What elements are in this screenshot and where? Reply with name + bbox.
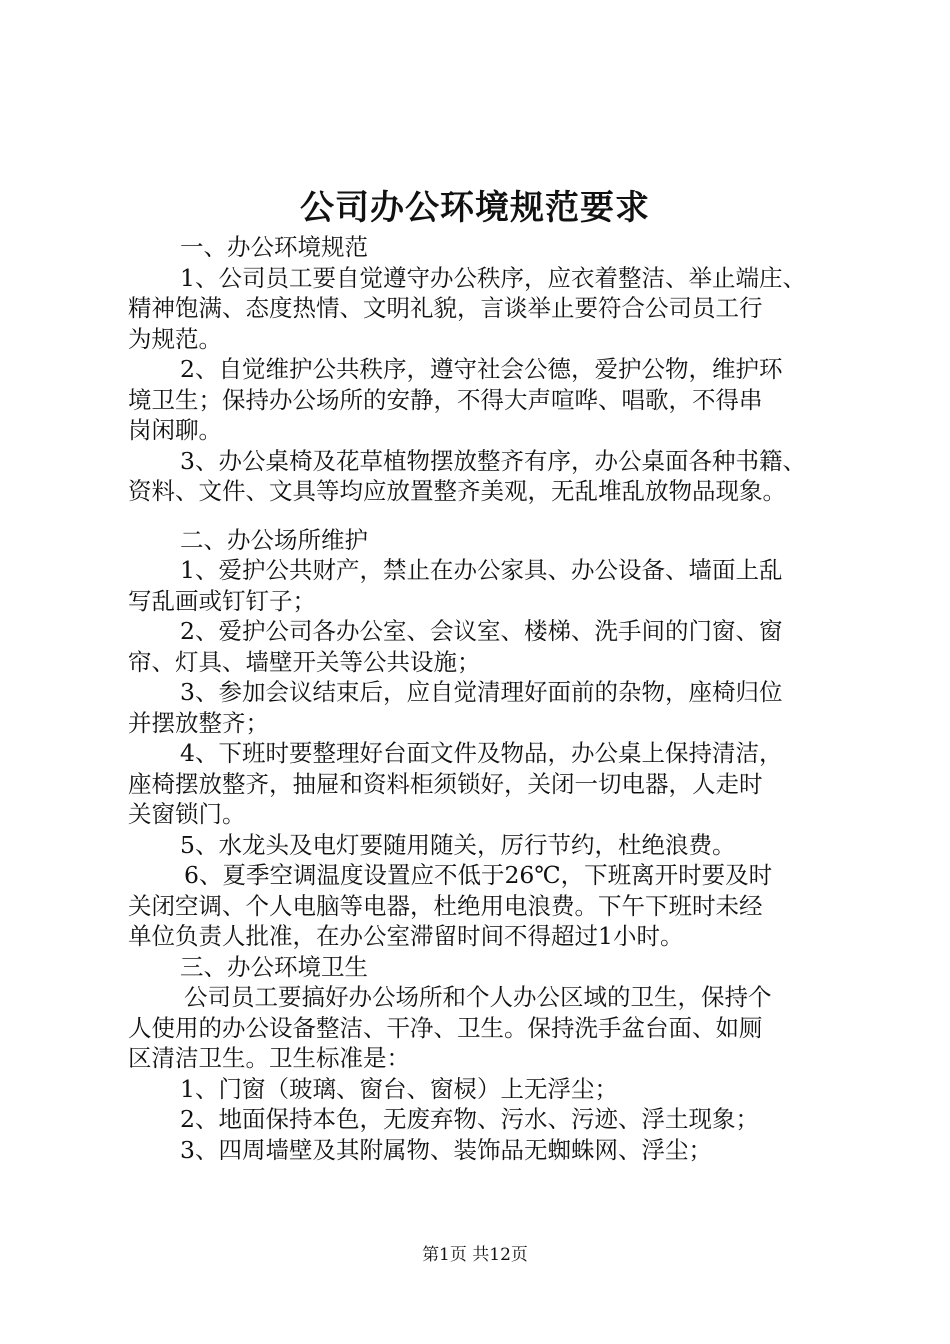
paragraph-line: 6、夏季空调温度设置应不低于26℃，下班离开时要及时: [184, 861, 773, 889]
paragraph-line: 资料、文件、文具等均应放置整齐美观，无乱堆乱放物品现象。: [128, 477, 786, 505]
document-body: [128, 232, 843, 1165]
paragraph-line: 帘、灯具、墙壁开关等公共设施；: [128, 647, 481, 676]
paragraph-line: 2、地面保持本色，无废弃物、污水、污迹、浮土现象；: [180, 1105, 759, 1133]
paragraph-line: 为规范。: [128, 324, 222, 353]
paragraph-line: 1、爱护公共财产，禁止在办公家具、办公设备、墙面上乱: [180, 556, 783, 584]
section-heading: 二、办公场所维护: [180, 525, 368, 554]
paragraph-line: 并摆放整齐；: [128, 708, 269, 737]
paragraph-line: 3、四周墙壁及其附属物、装饰品无蜘蛛网、浮尘；: [180, 1135, 712, 1164]
paragraph-gap: [128, 507, 843, 525]
paragraph-line: 1、门窗（玻璃、窗台、窗棂）上无浮尘；: [180, 1074, 618, 1103]
paragraph-line: 写乱画或钉钉子；: [128, 586, 316, 615]
paragraph-line: 境卫生；保持办公场所的安静，不得大声喧哗、唱歌，不得串: [128, 385, 763, 414]
paragraph-line: 公司员工要搞好办公场所和个人办公区域的卫生，保持个: [184, 983, 772, 1011]
paragraph-line: 5、水龙头及电灯要随用随关，厉行节约，杜绝浪费。: [180, 830, 736, 859]
paragraph-line: 人使用的办公设备整洁、干净、卫生。保持洗手盆台面、如厕: [128, 1013, 763, 1042]
paragraph-line: 区清洁卫生。卫生标准是：: [128, 1044, 410, 1072]
paragraph-line: 关窗锁门。: [128, 800, 246, 828]
paragraph-line: 精神饱满、态度热情、文明礼貌，言谈举止要符合公司员工行: [128, 294, 763, 322]
section-heading: 一、办公环境规范: [180, 233, 368, 261]
document-title: 公司办公环境规范要求: [300, 188, 650, 228]
paragraph-line: 岗闲聊。: [128, 416, 222, 444]
paragraph-line: 单位负责人批准，在办公室滞留时间不得超过1小时。: [128, 922, 684, 950]
paragraph-line: 2、爱护公司各办公室、会议室、楼梯、洗手间的门窗、窗: [180, 617, 783, 645]
paragraph-line: 座椅摆放整齐，抽屉和资料柜须锁好，关闭一切电器，人走时: [128, 769, 763, 798]
paragraph-line: 3、参加会议结束后，应自觉清理好面前的杂物，座椅归位: [180, 678, 783, 706]
paragraph-line: 2、自觉维护公共秩序，遵守社会公德，爱护公物，维护环: [180, 355, 783, 383]
page-footer: 第1页 共12页: [422, 1245, 528, 1265]
paragraph-line: 关闭空调、个人电脑等电器，杜绝用电浪费。下午下班时未经: [128, 891, 763, 920]
paragraph-line: 1、公司员工要自觉遵守办公秩序，应衣着整洁、举止端庄、: [180, 263, 806, 292]
paragraph-line: 3、办公桌椅及花草植物摆放整齐有序，办公桌面各种书籍、: [180, 446, 806, 475]
paragraph-line: 4、下班时要整理好台面文件及物品，办公桌上保持清洁，: [180, 739, 783, 767]
section-heading: 三、办公环境卫生: [180, 952, 368, 981]
